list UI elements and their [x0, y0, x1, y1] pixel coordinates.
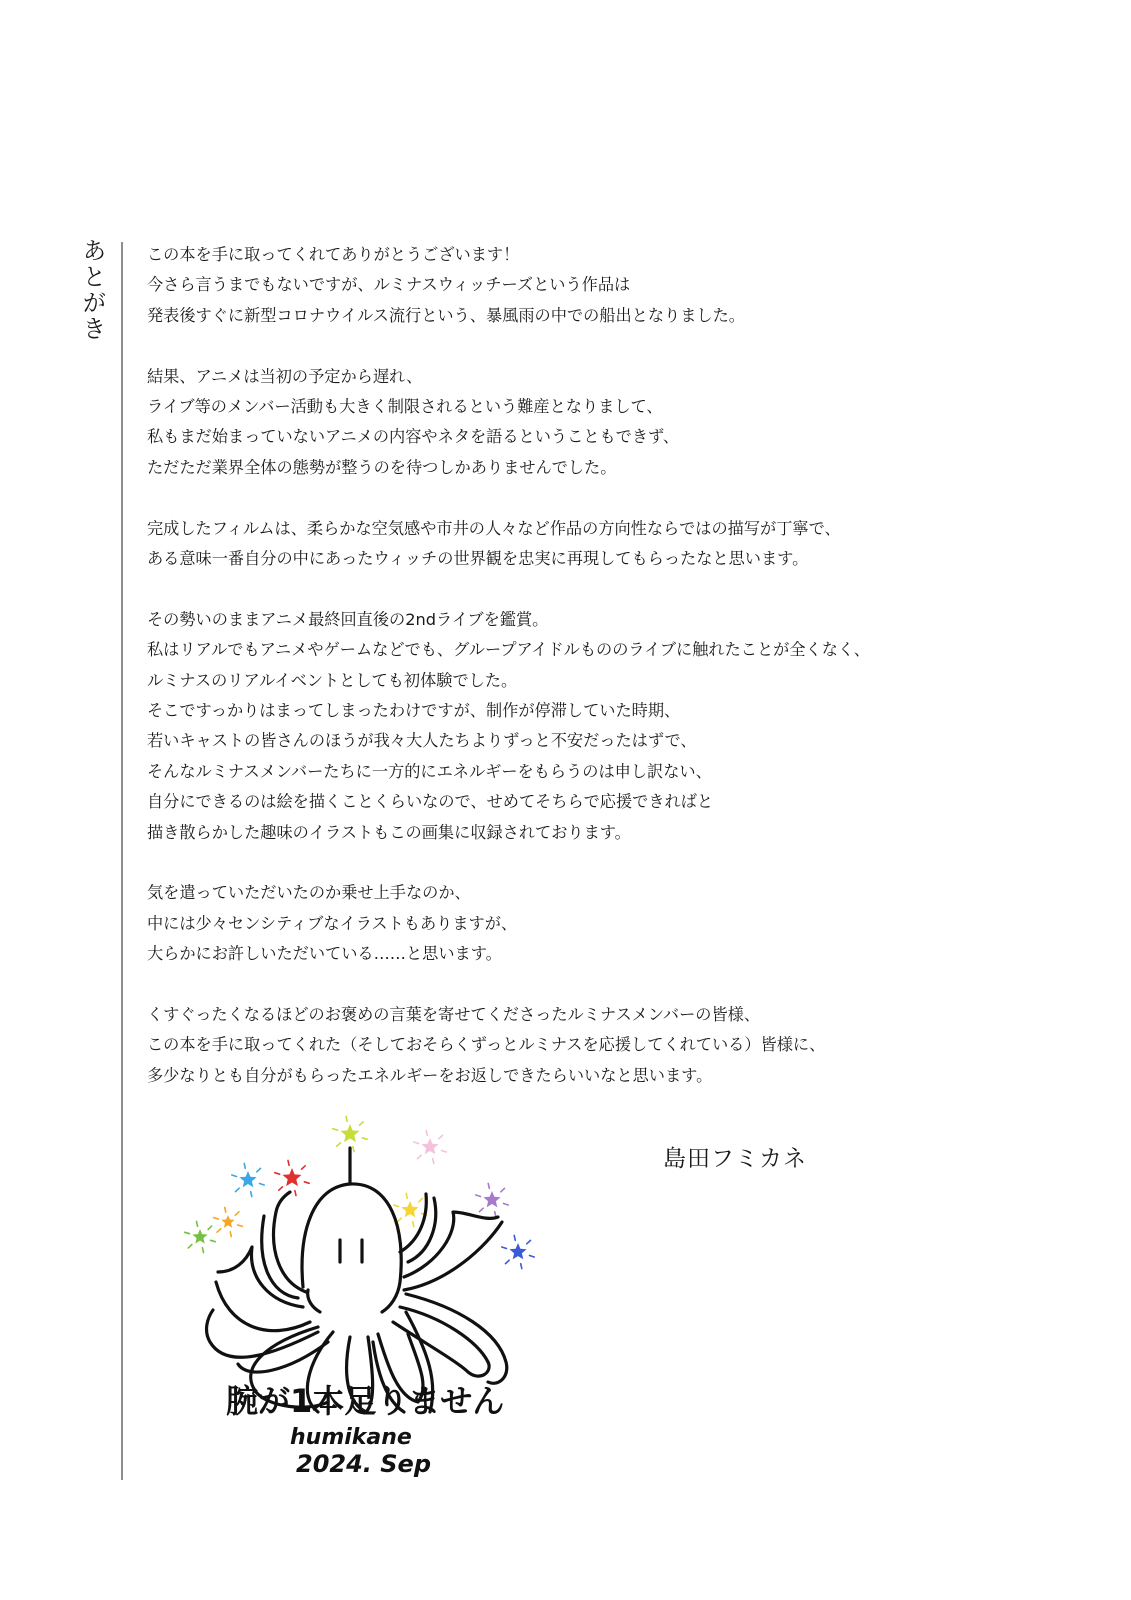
- text-line: ライブ等のメンバー活動も大きく制限されるという難産となりまして、: [147, 397, 663, 417]
- text-line: 大らかにお許しいただいている……と思います。: [147, 944, 502, 964]
- sparkle-mark: [302, 1166, 306, 1169]
- afterword-paragraph: [147, 1000, 1107, 1091]
- star-icon: [221, 1215, 234, 1228]
- sparkle-mark: [214, 1218, 219, 1219]
- text-line: 自分にできるのは絵を描くことくらいなので、せめてそちらで応援できればと: [147, 792, 714, 812]
- sparkle-mark: [419, 1198, 423, 1201]
- sparkle-mark: [217, 1229, 221, 1232]
- sparkle-mark: [353, 1147, 354, 1152]
- text-line: 私もまだ始まっていないアニメの内容やネタを語るということもできず、: [147, 427, 680, 447]
- sparkle-mark: [360, 1122, 364, 1125]
- star-icon: [239, 1171, 256, 1187]
- sparkle-mark: [506, 1260, 510, 1263]
- sparkle-mark: [488, 1183, 489, 1188]
- sparkle-mark: [197, 1221, 198, 1226]
- sparkle-mark: [202, 1248, 203, 1253]
- star-icon: [283, 1168, 302, 1186]
- author-name: 島田フミカネ: [663, 1146, 807, 1172]
- text-line: ルミナスのリアルイベントとしても初体験でした。: [147, 670, 518, 690]
- sparkle-mark: [418, 1155, 422, 1158]
- text-line: この本を手に取ってくれてありがとうございます！: [147, 245, 520, 264]
- afterword-paragraph: [147, 605, 1107, 848]
- text-line: 多少なりとも自分がもらったエネルギーをお返しできたらいいなと思います。: [147, 1065, 713, 1085]
- text-line: この本を手に取ってくれた（そしておそらくずっとルミナスを応援してくれている）皆様に、: [147, 1035, 826, 1055]
- text-line: 描き散らかした趣味のイラストもこの画集に収録されております。: [147, 822, 631, 842]
- sparkle-mark: [521, 1264, 522, 1269]
- text-line: 今さら言うまでもないですが、ルミナスウィッチーズという作品は: [147, 275, 631, 295]
- text-line: ただただ業界全体の態勢が整うのを待つしかありませんでした。: [147, 457, 617, 477]
- sparkle-mark: [476, 1195, 481, 1197]
- afterword-paragraph: [147, 878, 1107, 969]
- text-line: そんなルミナスメンバーたちに一方的にエネルギーをもらうのは申し訳ない、: [147, 761, 712, 781]
- sparkle-mark: [236, 1188, 240, 1191]
- sparkle-mark: [244, 1163, 245, 1168]
- sparkle-mark: [185, 1232, 190, 1233]
- afterword-paragraph: [147, 362, 1107, 484]
- sparkle-mark: [279, 1187, 283, 1190]
- sparkle-mark: [406, 1193, 407, 1198]
- sparkle-mark: [304, 1182, 309, 1184]
- signature: humikane: [290, 1425, 412, 1450]
- sparkle-mark: [208, 1226, 212, 1229]
- sparkle-mark: [527, 1240, 531, 1243]
- sparkle-mark: [346, 1116, 347, 1121]
- sparkle-mark: [232, 1175, 237, 1177]
- text-line: 中には少々センシティブなイラストもありますが、: [147, 913, 518, 933]
- star-icon: [192, 1229, 207, 1244]
- handwritten-caption: 腕が1本足りません: [226, 1382, 505, 1420]
- sparkle-mark: [480, 1208, 484, 1211]
- afterword-body: [147, 240, 1107, 1122]
- sparkle-mark: [413, 1222, 414, 1227]
- text-line: 私はリアルでもアニメやゲームなどでも、グループアイドルもののライブに触れたことが全くなく、: [147, 640, 870, 660]
- sparkle-mark: [439, 1135, 443, 1138]
- star-icon: [509, 1243, 526, 1259]
- star-icon: [401, 1201, 418, 1217]
- sparkle-mark: [251, 1192, 252, 1197]
- sparkle-mark: [295, 1191, 296, 1196]
- sparkle-mark: [238, 1225, 243, 1226]
- octopus-illustration: [168, 1112, 548, 1487]
- text-line: ある意味一番自分の中にあったウィッチの世界観を忠実に再現してもらったなと思います。: [147, 549, 809, 569]
- text-line: そこですっかりはまってしまったわけですが、制作が停滞していた時期、: [147, 701, 681, 721]
- signature-date: 2024. Sep: [296, 1450, 432, 1478]
- sparkle-mark: [188, 1245, 192, 1248]
- sparkle-mark: [225, 1207, 226, 1212]
- sparkle-mark: [235, 1212, 239, 1215]
- text-line: 気を遣っていただいたのか乗せ上手なのか、: [147, 883, 471, 903]
- text-line: 完成したフィルムは、柔らかな空気感や市井の人々など作品の方向性ならではの描写が丁寧で、: [147, 518, 841, 538]
- sparkle-mark: [414, 1142, 419, 1144]
- text-line: くすぐったくなるほどのお褒めの言葉を寄せてくださったルミナスメンバーの皆様、: [147, 1005, 761, 1025]
- octopus-drawing: [207, 1148, 507, 1412]
- sparkle-mark: [501, 1188, 505, 1191]
- sparkle-mark: [333, 1129, 338, 1131]
- sparkle-mark: [426, 1130, 427, 1135]
- text-line: 若いキャストの皆さんのほうが我々大人たちよりずっと不安だったはずで、: [147, 731, 697, 751]
- afterword-paragraph: [147, 514, 1107, 575]
- sparkle-mark: [211, 1240, 216, 1241]
- sparkle-mark: [504, 1204, 509, 1206]
- sparkle-mark: [502, 1247, 507, 1249]
- sparkle-mark: [433, 1159, 434, 1164]
- text-line: 発表後すぐに新型コロナウイルス流行という、暴風雨の中での船出となりました。: [147, 305, 745, 325]
- sparkle-mark: [257, 1168, 261, 1171]
- sparkle-mark: [275, 1173, 280, 1175]
- afterword-heading: あとがき: [78, 238, 106, 342]
- sparkle-mark: [514, 1235, 515, 1240]
- sparkle-mark: [230, 1232, 231, 1237]
- vertical-divider: [121, 242, 123, 1480]
- sparkle-mark: [337, 1143, 341, 1146]
- sparkle-mark: [530, 1256, 535, 1258]
- sparkle-mark: [442, 1151, 447, 1153]
- text-line: 結果、アニメは当初の予定から遅れ、: [147, 366, 423, 386]
- star-icon: [341, 1124, 360, 1142]
- sparkle-mark: [398, 1218, 402, 1221]
- sparkle-mark: [362, 1138, 367, 1140]
- sparkle-mark: [288, 1160, 289, 1165]
- sparkle-mark: [260, 1184, 265, 1186]
- sparkle-mark: [394, 1205, 399, 1207]
- text-line: その勢いのままアニメ最終回直後の2ndライブを鑑賞。: [147, 609, 549, 629]
- star-icon: [483, 1191, 500, 1207]
- star-icon: [421, 1138, 438, 1154]
- afterword-paragraph: [147, 240, 1107, 331]
- sparkle-mark: [495, 1212, 496, 1217]
